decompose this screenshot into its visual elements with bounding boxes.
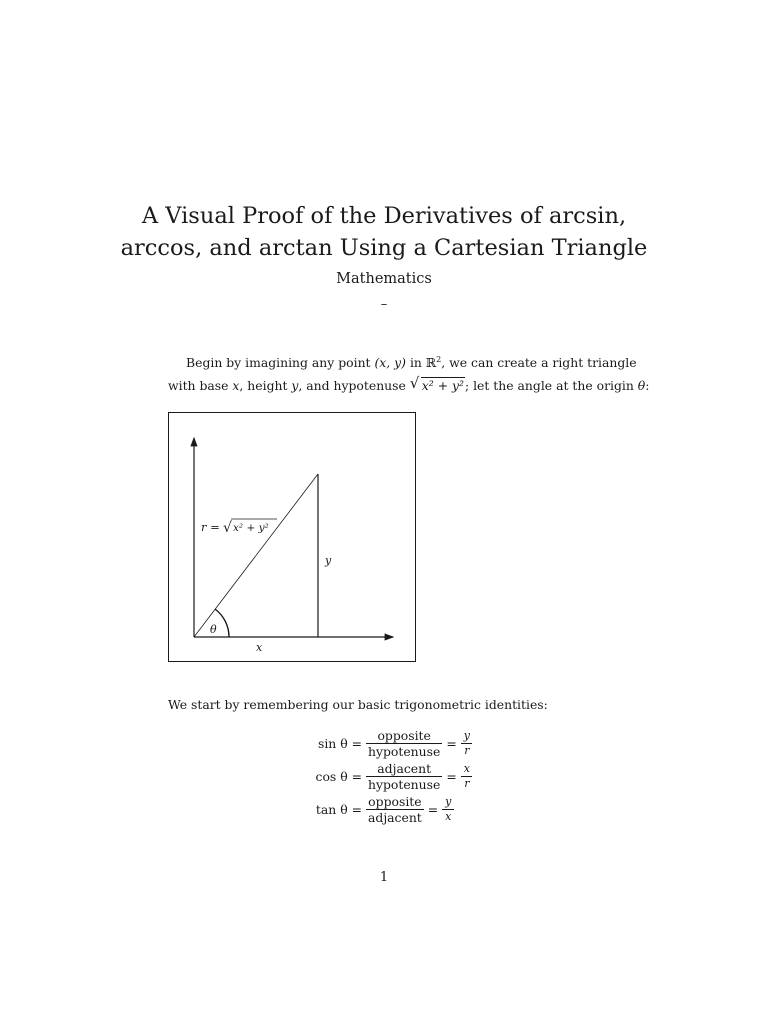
intro-text-2a: with base [168, 378, 233, 393]
tan-symbol-denominator: x [442, 809, 454, 824]
tan-word-fraction [366, 794, 424, 825]
hypotenuse-radicand: x² + y² [421, 378, 464, 393]
tan-lhs: tan θ = [315, 802, 362, 817]
intro-text-2e: : [645, 378, 650, 393]
cos-symbol-numerator: x [463, 762, 470, 775]
x-label: x [256, 641, 263, 654]
intro-line-2 [168, 374, 650, 397]
real-space-symbol: ℝ [425, 355, 437, 370]
sin-identity [312, 727, 476, 760]
intro-paragraph [168, 351, 650, 397]
cos-symbol-fraction [461, 762, 473, 791]
y-label: y [325, 554, 332, 567]
intro-text-2c: , and hypotenuse [298, 378, 410, 393]
hypotenuse-line [194, 474, 318, 637]
point-math: (x, y) [374, 355, 407, 370]
title-line-1: A Visual Proof of the Derivatives of arcsin, [141, 203, 627, 229]
sqrt-symbol: √ [223, 520, 232, 536]
triangle-diagram [169, 413, 417, 663]
sin-symbol-denominator: r [461, 743, 472, 758]
identities-block [312, 727, 476, 826]
cos-denominator: hypotenuse [368, 777, 441, 792]
author: Mathematics [336, 271, 432, 287]
base-math: x [232, 378, 240, 393]
cos-symbol-denominator: r [461, 776, 472, 791]
cos-numerator: adjacent [377, 761, 432, 776]
cos-word-fraction [366, 761, 442, 792]
r-label: r = [201, 520, 220, 534]
tan-identity [312, 793, 476, 826]
tan-denominator: adjacent [368, 810, 422, 825]
hypotenuse-sqrt [411, 374, 465, 397]
tan-equals: = [427, 802, 439, 817]
sin-symbol-numerator: y [463, 729, 470, 742]
intro-text-2d: ; let the angle at the origin [464, 378, 638, 393]
tan-numerator: opposite [368, 794, 422, 809]
height-math: y [291, 378, 299, 393]
tan-symbol-fraction [442, 795, 454, 824]
sin-numerator: opposite [377, 728, 431, 743]
cos-lhs: cos θ = [315, 769, 362, 784]
sin-word-fraction [366, 728, 442, 759]
intro-text-1a: Begin by imagining any point [186, 355, 375, 370]
intro-text-2b: , height [239, 378, 292, 393]
sin-symbol-fraction [461, 729, 473, 758]
real-space-exponent: 2 [436, 355, 442, 364]
paper-title [0, 200, 768, 264]
page-number: 1 [379, 870, 389, 885]
intro-text-1c: , we can create a right triangle [441, 355, 637, 370]
cos-identity [312, 760, 476, 793]
date: – [380, 297, 388, 312]
cos-equals: = [446, 769, 457, 784]
triangle-figure [168, 412, 416, 662]
title-line-2: arccos, and arctan Using a Cartesian Triangle [120, 235, 648, 261]
r-radicand: x² + y² [233, 522, 269, 534]
sin-lhs: sin θ = [317, 736, 362, 751]
sin-equals: = [446, 736, 457, 751]
angle-arc [215, 609, 229, 637]
tan-symbol-numerator: y [445, 795, 452, 808]
intro-line-1 [168, 351, 637, 374]
sin-denominator: hypotenuse [368, 744, 441, 759]
identities-intro: We start by remembering our basic trigonometric identities: [168, 697, 548, 712]
theta-math: θ [637, 378, 646, 393]
intro-text-1b: in [406, 355, 426, 370]
theta-label: θ [210, 623, 217, 636]
